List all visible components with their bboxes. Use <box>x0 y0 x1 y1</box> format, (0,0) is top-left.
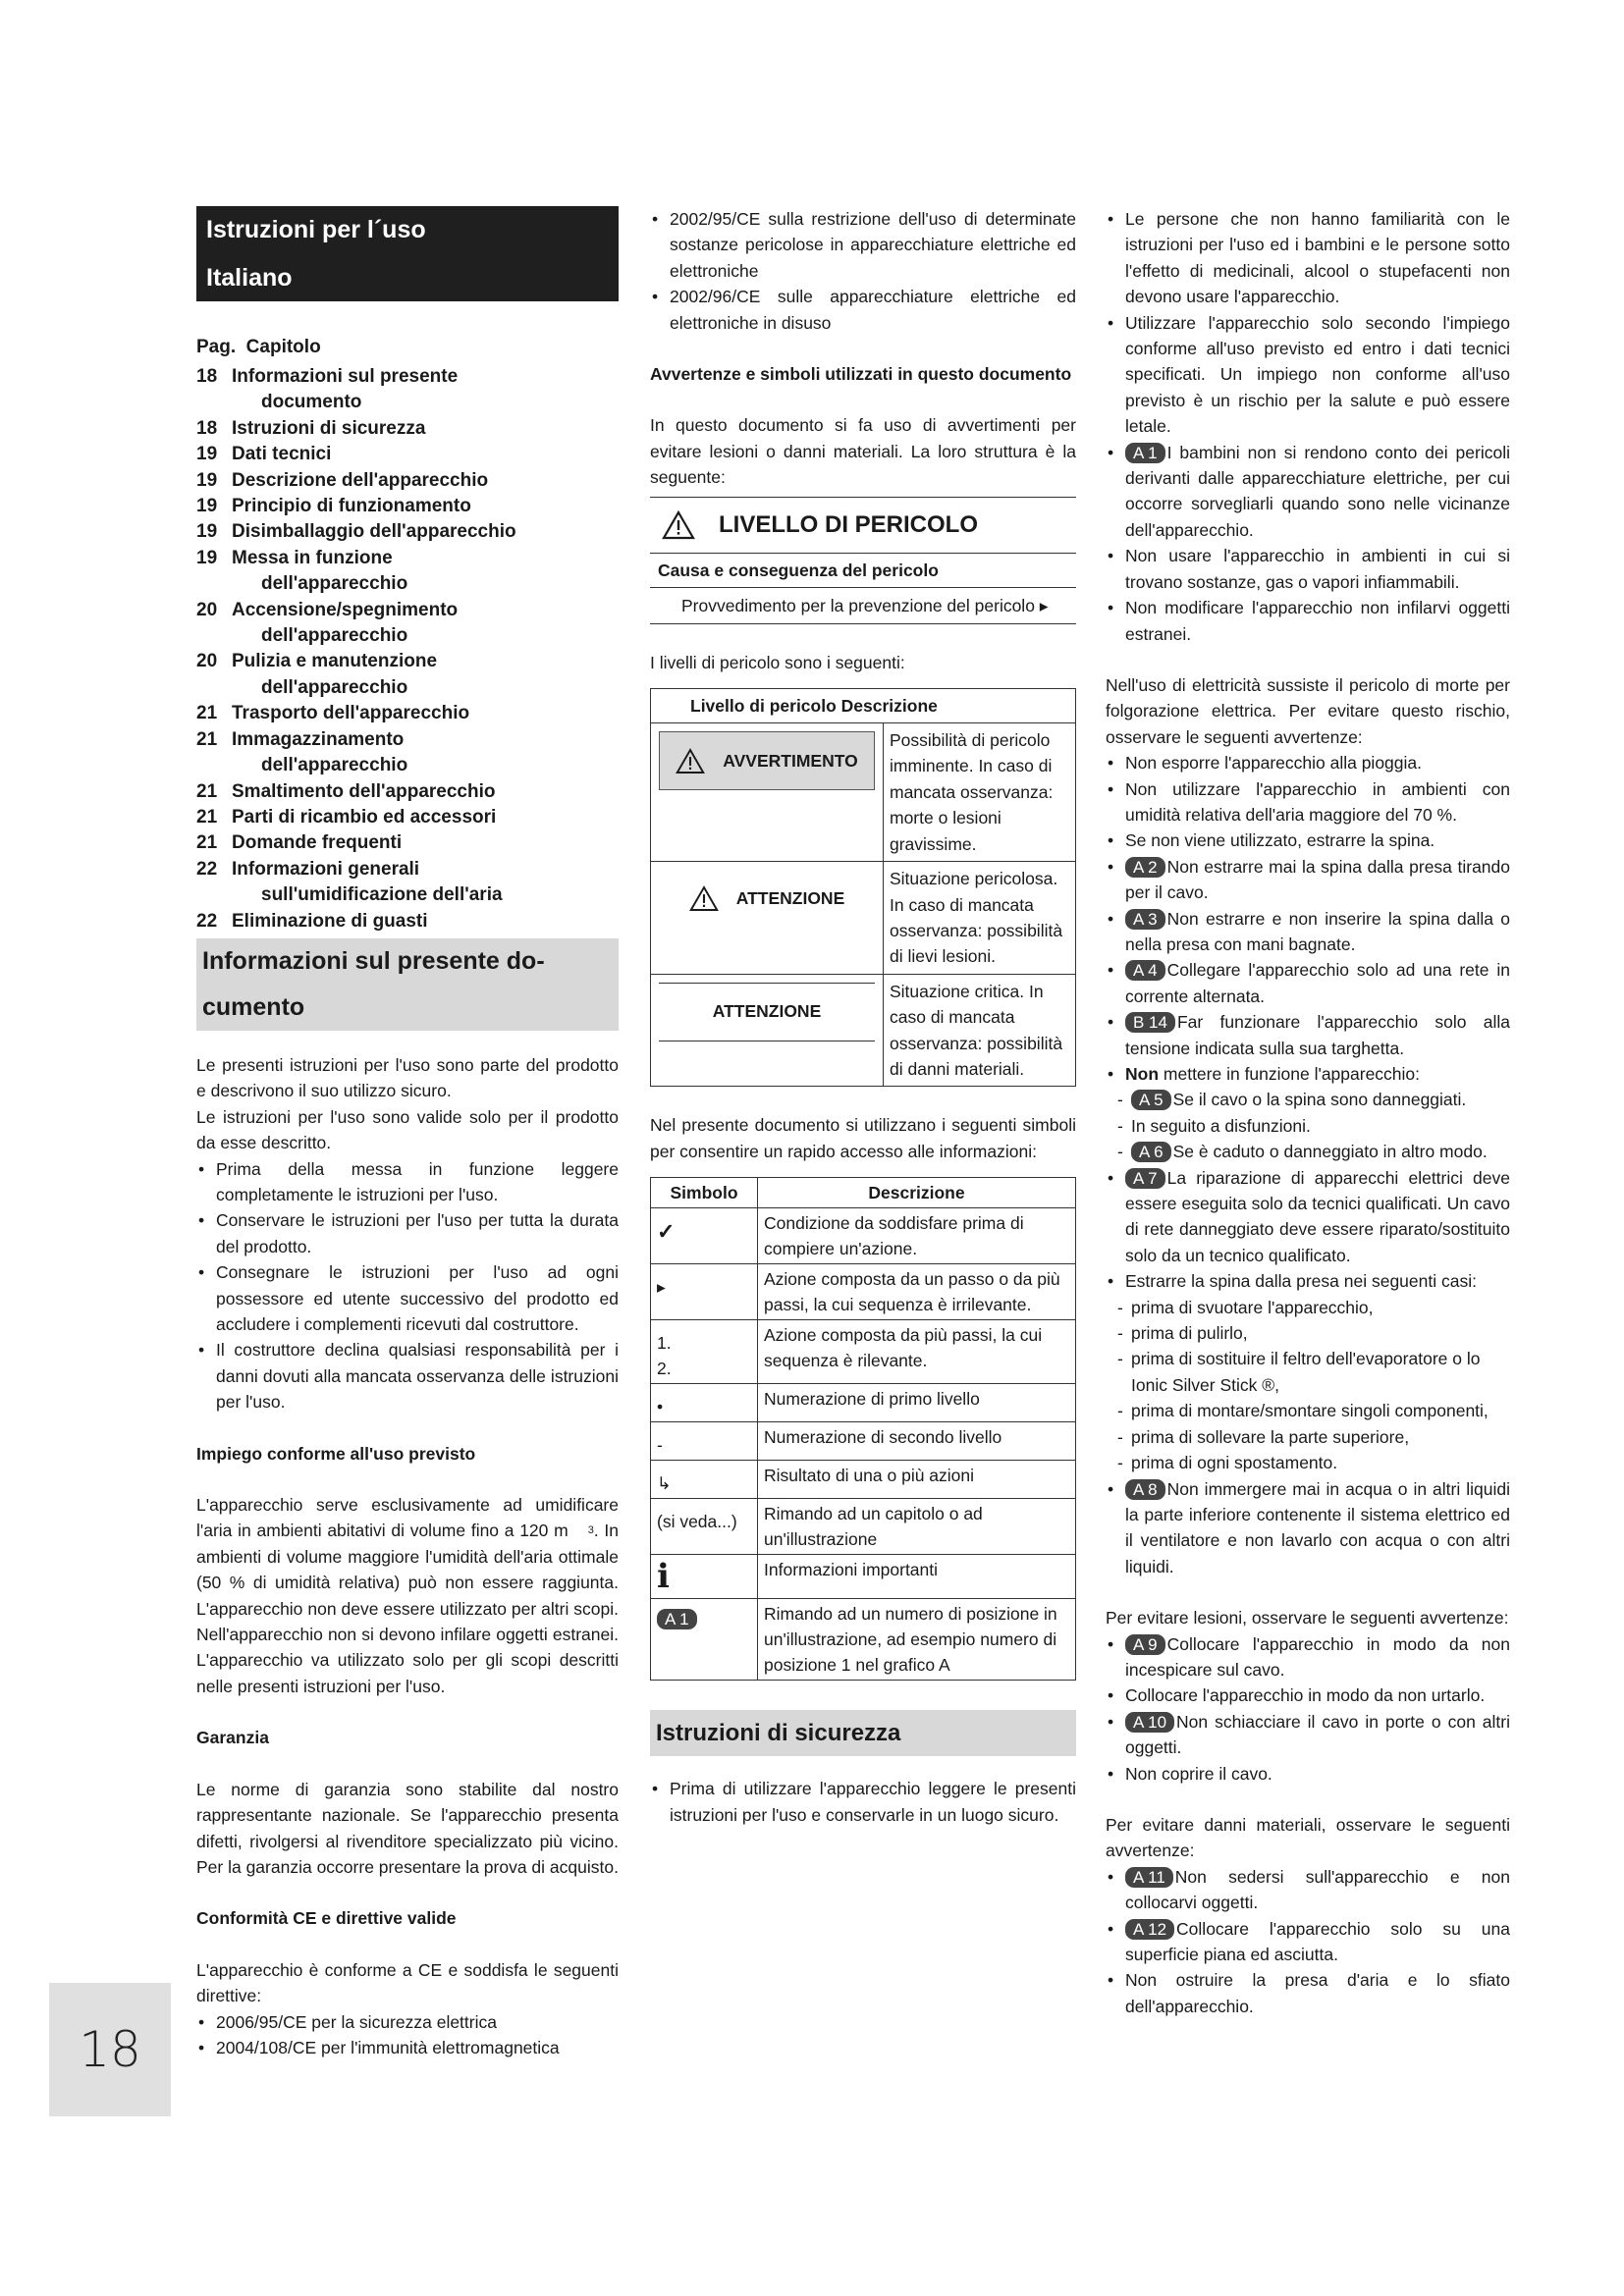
toc-page: 21 <box>196 703 218 724</box>
level-label: AVVERTIMENTO <box>723 750 858 771</box>
damage-intro: Per evitare danni materiali, osservare le seguenti avvertenze: <box>1106 1814 1510 1861</box>
list-item: • A 8 Non immergere mai in acqua o in altri liquidi la parte inferiore contenente il sistema elettrico ed il ventilatore e non lavarlo con acqua o con altri liquidi. <box>1106 1476 1510 1580</box>
list-item: • A 2 Non estrarre mai la spina dalla presa tirando per il cavo. <box>1106 854 1510 906</box>
list-item: • A 3 Non estrarre e non inserire la spina dalla o nella presa con mani bagnate. <box>1106 906 1510 958</box>
symbol-description: Risultato di una o più azioni <box>758 1461 1076 1499</box>
list-item: - prima di sollevare la parte superiore, <box>1106 1424 1510 1450</box>
warning-triangle-icon <box>676 748 705 774</box>
level-description: Situazione pericolosa. In caso di mancata osservanza: possibilità di lievi lesioni. <box>884 862 1076 975</box>
warnings-intro: In questo documento si fa uso di avvertimenti per evitare lesioni o danni materiali. La loro struttura è la seguente: <box>650 415 1076 488</box>
toc-page: 22 <box>196 858 218 880</box>
warning-triangle-icon <box>662 510 695 540</box>
column-1 <box>196 206 619 2060</box>
toc-title-cont: dell'apparecchio <box>261 676 408 698</box>
table-row <box>651 1264 1076 1320</box>
toc-title: Eliminazione di guasti <box>232 910 428 932</box>
danger-level-title: LIVELLO DI PERICOLO <box>719 510 979 538</box>
table-row <box>651 1320 1076 1384</box>
list-item: • Non coprire il cavo. <box>1106 1761 1510 1787</box>
table-row <box>651 1461 1076 1499</box>
table-row <box>651 1555 1076 1599</box>
toc-title: Smaltimento dell'apparecchio <box>232 780 496 802</box>
position-badge: A 5 <box>1131 1090 1171 1110</box>
position-badge: A 9 <box>1125 1634 1165 1655</box>
toc-page: 18 <box>196 417 218 439</box>
levels-intro: I livelli di pericolo sono i seguenti: <box>650 652 905 672</box>
position-badge: A 12 <box>1125 1919 1174 1940</box>
toc-title: Pulizia e manutenzione <box>232 651 438 672</box>
toc-entry <box>196 519 619 545</box>
toc-title: Messa in funzione <box>232 547 393 568</box>
toc-entry <box>196 494 619 519</box>
position-badge: A 8 <box>1125 1479 1165 1500</box>
column-2 <box>650 206 1076 1828</box>
list-item: • A 1 I bambini non si rendono conto dei pericoli derivanti dalle apparecchiature elettriche, per cui occorre sorvegliarli quando sono nelle vicinanze dell'apparecchio. <box>1106 440 1510 544</box>
directive-bullets <box>650 206 1076 336</box>
toc-header: Pag. Capitolo <box>196 337 321 357</box>
level-label: ATTENZIONE <box>712 1001 822 1022</box>
toc-entry <box>196 727 619 779</box>
position-badge: A 3 <box>1125 909 1165 930</box>
toc-title: Parti di ricambio ed accessori <box>232 806 497 828</box>
toc-page: 21 <box>196 780 218 802</box>
toc-entry <box>196 546 619 598</box>
symbols-table <box>650 1177 1076 1681</box>
symbol: - <box>657 1435 663 1456</box>
table-row <box>651 1599 1076 1681</box>
list-item: • 2004/108/CE per l'immunità elettromagnetica <box>196 2035 619 2060</box>
position-badge: A 4 <box>1125 960 1165 981</box>
check-icon: ✓ <box>657 1219 676 1245</box>
info-icon: i <box>657 1557 670 1597</box>
symbol-description: Informazioni importanti <box>758 1555 1076 1599</box>
damage-bullets <box>1106 1864 1510 2019</box>
list-item: - prima di pulirlo, <box>1106 1320 1510 1346</box>
list-item: • A 4 Collegare l'apparecchio solo ad una rete in corrente alternata. <box>1106 957 1510 1009</box>
list-item: • 2002/96/CE sulle apparecchiature elettriche ed elettroniche in disuso <box>650 284 1076 336</box>
doc-language: Italiano <box>206 263 293 292</box>
toc-entry <box>196 857 619 909</box>
toc-title: Dati tecnici <box>232 444 332 465</box>
toc-title-cont: sull'umidificazione dell'aria <box>261 884 503 906</box>
toc-title: Domande frequenti <box>232 832 403 854</box>
danger-cause: Causa e conseguenza del pericolo <box>658 560 939 580</box>
warranty-heading: Garanzia <box>196 1728 269 1748</box>
toc-page: 21 <box>196 832 218 854</box>
section-heading-document: Informazioni sul presente do- cumento <box>196 938 619 1031</box>
symbol-description: Azione composta da un passo o da più passi, la cui sequenza è irrilevante. <box>758 1264 1076 1320</box>
list-item: • Non ostruire la presa d'aria e lo sfiato dell'apparecchio. <box>1106 1967 1510 2019</box>
list-item: • Consegnare le istruzioni per l'uso ad ogni possessore ed utente successivo del prodotto ed accludere i complementi ricevuti dal costruttore. <box>196 1259 619 1337</box>
level-description: Possibilità di pericolo imminente. In caso di mancata osservanza: morte o lesioni gravissime. <box>884 723 1076 862</box>
position-badge: A 1 <box>1125 443 1165 463</box>
list-item: • Conservare le istruzioni per l'uso per tutta la durata del prodotto. <box>196 1207 619 1259</box>
table-row <box>651 974 1076 1087</box>
list-item: • Collocare l'apparecchio in modo da non urtarlo. <box>1106 1682 1510 1708</box>
injury-intro: Per evitare lesioni, osservare le seguenti avvertenze: <box>1106 1608 1509 1629</box>
safety-bullets-a <box>1106 206 1510 647</box>
intro-paragraph-1: Le presenti istruzioni per l'uso sono parte del prodotto e descrivono il suo utilizzo sicuro. <box>196 1054 619 1101</box>
position-badge: A 7 <box>1125 1168 1165 1189</box>
ce-heading: Conformità CE e direttive valide <box>196 1908 457 1929</box>
toc-title: Disimballaggio dell'apparecchio <box>232 521 516 543</box>
warnings-heading: Avvertenze e simboli utilizzati in questo documento <box>650 364 1072 385</box>
toc-title: Accensione/spegnimento <box>232 599 459 620</box>
symbol-description: Condizione da soddisfare prima di compiere un'azione. <box>758 1208 1076 1264</box>
warranty-paragraph: Le norme di garanzia sono stabilite dal nostro rappresentante nazionale. Se l'apparecchio presenta difetti, rivolgersi al rivenditore specializzato più vicino. Per la garanzia occorre presentare la prova di acquisto. <box>196 1779 619 1877</box>
level-label: ATTENZIONE <box>735 887 845 908</box>
doc-title: Istruzioni per l´uso <box>206 216 426 244</box>
toc-page: 19 <box>196 469 218 491</box>
table-row <box>651 1499 1076 1555</box>
toc-title-cont: dell'apparecchio <box>261 625 408 647</box>
toc-title-cont: dell'apparecchio <box>261 755 408 776</box>
level-description: Situazione critica. In caso di mancata osservanza: possibilità di danni materiali. <box>884 974 1076 1087</box>
list-item: • A 7 La riparazione di apparecchi elettrici deve essere eseguita solo da tecnici qualificati. Un cavo di rete danneggiato deve essere riparato/sostituito solo da un tecnico qualificato. <box>1106 1165 1510 1269</box>
unplug-conditions <box>1106 1295 1510 1476</box>
safety-bullets-b <box>1106 750 1510 1061</box>
symbol-description: Numerazione di secondo livello <box>758 1422 1076 1461</box>
list-item: • 2002/95/CE sulla restrizione dell'uso di determinate sostanze pericolose in apparecchiature elettriche ed elettroniche <box>650 206 1076 284</box>
use-paragraph: L'apparecchio serve esclusivamente ad umidificare l'aria in ambienti abitativi di volume fino a 120 m $^3$. In ambienti di volume maggiore l'umidità dell'aria ottimale (50 % di umidità relativa) può non essere raggiunta. L'apparecchio non deve essere utilizzato per altri scopi. Nell'apparecchio non si devono infilare oggetti estranei. L'apparecchio va utilizzato solo per gli scopi descritti nelle presenti istruzioni per l'uso. <box>196 1495 619 1696</box>
symbols-intro: Nel presente documento si utilizzano i seguenti simboli per consentire un rapido accesso alle informazioni: <box>650 1115 1076 1161</box>
intro-bullets <box>196 1156 619 1415</box>
list-item: • Non mettere in funzione l'apparecchio: <box>1106 1061 1510 1087</box>
toc-title: Informazioni sul presente <box>232 366 459 387</box>
symbol-description: Numerazione di primo livello <box>758 1384 1076 1422</box>
levels-table-header: Livello di pericolo Descrizione <box>651 689 1076 723</box>
table-row <box>651 1422 1076 1461</box>
list-item: - A 6 Se è caduto o danneggiato in altro modo. <box>1106 1139 1510 1164</box>
list-item: • Se non viene utilizzato, estrarre la spina. <box>1106 828 1510 853</box>
toc-entry <box>196 416 619 442</box>
symbol: • <box>657 1397 664 1417</box>
toc-page: 20 <box>196 599 218 620</box>
ce-bullets <box>196 2009 619 2061</box>
table-row <box>651 1384 1076 1422</box>
list-item: - prima di ogni spostamento. <box>1106 1450 1510 1475</box>
table-row <box>651 862 1076 975</box>
list-item: - In seguito a disfunzioni. <box>1106 1113 1510 1139</box>
use-heading: Impiego conforme all'uso previsto <box>196 1443 476 1464</box>
list-item: • Non esporre l'apparecchio alla pioggia. <box>1106 750 1510 775</box>
toc-page: 20 <box>196 651 218 672</box>
danger-measure: Provvedimento per la prevenzione del pericolo ▸ <box>650 587 1076 623</box>
toc-page: 18 <box>196 366 218 387</box>
list-item: • Estrarre la spina dalla presa nei seguenti casi: <box>1106 1268 1510 1294</box>
table-row <box>651 1208 1076 1264</box>
table-row <box>651 723 1076 862</box>
symbols-col-symbol: Simbolo <box>651 1178 758 1208</box>
position-badge: A 1 <box>657 1609 697 1629</box>
position-badge: A 11 <box>1125 1867 1173 1888</box>
page-number: 18 <box>49 1983 171 2116</box>
table-of-contents <box>196 364 619 934</box>
position-badge: A 10 <box>1125 1712 1174 1733</box>
toc-title: Descrizione dell'apparecchio <box>232 469 489 491</box>
list-item: - A 5 Se il cavo o la spina sono danneggiati. <box>1106 1087 1510 1112</box>
position-badge: A 6 <box>1131 1142 1171 1162</box>
toc-page: 19 <box>196 521 218 543</box>
toc-page: 19 <box>196 444 218 465</box>
list-item: • B 14 Far funzionare l'apparecchio solo alla tensione indicata sulla sua targhetta. <box>1106 1009 1510 1061</box>
list-item: • Non modificare l'apparecchio non infilarvi oggetti estranei. <box>1106 595 1510 647</box>
list-item: • Il costruttore declina qualsiasi responsabilità per i danni dovuti alla mancata osservanza delle istruzioni per l'uso. <box>196 1337 619 1415</box>
list-item: • Utilizzare l'apparecchio solo secondo l'impiego conforme all'uso previsto ed entro i dati tecnici specificati. Un impiego non conforme all'uso previsto è un rischio per la salute e può essere letale. <box>1106 310 1510 440</box>
toc-title: Principio di funzionamento <box>232 496 471 517</box>
toc-title-cont: documento <box>261 392 362 413</box>
symbol: ▸ <box>657 1277 666 1298</box>
toc-entry <box>196 830 619 856</box>
toc-title: Informazioni generali <box>232 858 420 880</box>
toc-entry <box>196 701 619 726</box>
non-use-conditions <box>1106 1087 1510 1164</box>
toc-title-cont: dell'apparecchio <box>261 573 408 595</box>
toc-title: Immagazzinamento <box>232 728 405 750</box>
toc-title: Trasporto dell'apparecchio <box>232 703 470 724</box>
warning-triangle-icon <box>689 885 719 912</box>
symbol: 1. 2. <box>657 1333 672 1379</box>
symbol: ↳ <box>657 1473 672 1494</box>
list-item: - prima di montare/smontare singoli componenti, <box>1106 1398 1510 1423</box>
list-item: • A 12 Collocare l'apparecchio solo su una superficie piana ed asciutta. <box>1106 1916 1510 1968</box>
toc-entry <box>196 442 619 467</box>
list-item: • Le persone che non hanno familiarità con le istruzioni per l'uso ed i bambini e le persone sotto l'effetto di medicinali, alcool o stupefacenti non devono usare l'apparecchio. <box>1106 206 1510 310</box>
toc-entry <box>196 468 619 494</box>
symbol-description: Rimando ad un capitolo o ad un'illustrazione <box>758 1499 1076 1555</box>
list-item: • 2006/95/CE per la sicurezza elettrica <box>196 2009 619 2035</box>
toc-entry <box>196 364 619 416</box>
position-badge: A 2 <box>1125 857 1165 878</box>
electric-intro: Nell'uso di elettricità sussiste il pericolo di morte per folgorazione elettrica. Per evitare questo rischio, osservare le seguenti avvertenze: <box>1106 674 1510 747</box>
list-item: • A 10 Non schiacciare il cavo in porte o con altri oggetti. <box>1106 1709 1510 1761</box>
list-item: • Prima della messa in funzione leggere completamente le istruzioni per l'uso. <box>196 1156 619 1208</box>
toc-title: Istruzioni di sicurezza <box>232 417 426 439</box>
toc-page: 21 <box>196 806 218 828</box>
list-item: - prima di svuotare l'apparecchio, <box>1106 1295 1510 1320</box>
danger-levels-table <box>650 688 1076 1087</box>
symbol-description: Azione composta da più passi, la cui sequenza è rilevante. <box>758 1320 1076 1384</box>
symbol-description: Rimando ad un numero di posizione in un'illustrazione, ad esempio numero di posizione 1 nel grafico A <box>758 1599 1076 1681</box>
toc-page: 19 <box>196 547 218 568</box>
toc-entry <box>196 649 619 701</box>
list-item: • Non usare l'apparecchio in ambienti in cui si trovano sostanze, gas o vapori infiammabili. <box>1106 543 1510 595</box>
column-3 <box>1106 206 1510 2019</box>
toc-entry <box>196 779 619 805</box>
injury-bullets <box>1106 1631 1510 1787</box>
symbols-col-description: Descrizione <box>758 1178 1076 1208</box>
toc-entry <box>196 805 619 830</box>
list-item: • A 9 Collocare l'apparecchio in modo da non incespicare sul cavo. <box>1106 1631 1510 1683</box>
toc-page: 19 <box>196 496 218 517</box>
list-item: • Non utilizzare l'apparecchio in ambienti con umidità relativa dell'aria maggiore del 70 %. <box>1106 776 1510 828</box>
list-item: - prima di sostituire il feltro dell'evaporatore o lo Ionic Silver Stick ®, <box>1106 1346 1510 1398</box>
toc-entry <box>196 909 619 934</box>
toc-page: 21 <box>196 728 218 750</box>
danger-level-box <box>650 497 1076 624</box>
position-badge: B 14 <box>1125 1012 1175 1033</box>
ce-paragraph: L'apparecchio è conforme a CE e soddisfa le seguenti direttive: <box>196 1959 619 2006</box>
list-item: • Prima di utilizzare l'apparecchio leggere le presenti istruzioni per l'uso e conservarle in un luogo sicuro. <box>650 1776 1076 1828</box>
intro-paragraph-2: Le istruzioni per l'uso sono valide solo per il prodotto da esse descritto. <box>196 1106 619 1153</box>
toc-page: 22 <box>196 910 218 932</box>
toc-entry <box>196 598 619 650</box>
list-item: • A 11 Non sedersi sull'apparecchio e non collocarvi oggetti. <box>1106 1864 1510 1916</box>
title-bar <box>196 206 619 301</box>
symbol: (si veda...) <box>657 1512 737 1532</box>
section-heading-safety: Istruzioni di sicurezza <box>650 1710 1076 1756</box>
